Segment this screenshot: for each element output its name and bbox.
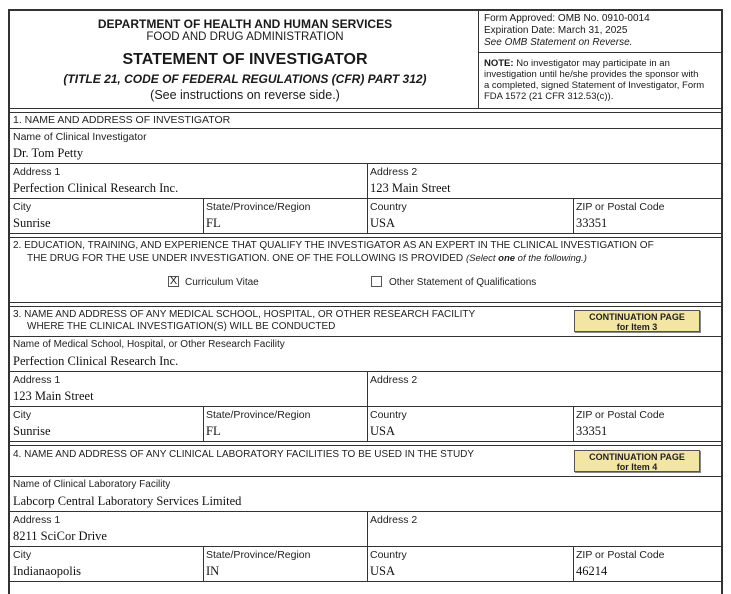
facility-zip-field[interactable]: 33351 [576,424,608,438]
divider [10,406,721,407]
divider [573,406,574,441]
country-label: Country [370,201,407,213]
lab-address2-label: Address 2 [370,514,418,526]
facility-city-label: City [13,409,32,421]
continuation-label: CONTINUATION PAGE [589,452,685,462]
note-block [484,58,720,102]
select-hint-c: of the following.) [515,253,587,264]
zip-label: ZIP or Postal Code [576,201,665,213]
divider [10,581,721,582]
address2-field[interactable]: 123 Main Street [370,181,451,195]
lab-state-label: State/Province/Region [206,549,311,561]
double-divider [10,302,721,307]
divider [573,546,574,581]
lab-state-field[interactable]: IN [206,564,220,578]
omb-info [484,13,650,49]
facility-address2-field[interactable] [370,389,710,404]
facility-state-label: State/Province/Region [206,409,311,421]
address1-field[interactable]: Perfection Clinical Research Inc. [13,181,179,195]
divider [10,163,721,164]
divider [203,198,204,233]
facility-country-field[interactable]: USA [370,424,396,438]
lab-name-label: Name of Clinical Laboratory Facility [13,479,171,490]
lab-country-label: Country [370,549,407,561]
divider [10,371,721,372]
note-text-2: investigation until he/she provides the sponsor with [484,69,699,80]
omb-number: Form Approved: OMB No. 0910-0014 [484,13,650,24]
note-label: NOTE: [484,58,514,69]
lab-country-field[interactable]: USA [370,564,396,578]
facility-city-field[interactable]: Sunrise [13,424,51,438]
lab-city-field[interactable]: Indianaopolis [13,564,82,578]
other-qualifications-checkbox[interactable] [371,276,382,287]
facility-name-field[interactable]: Perfection Clinical Research Inc. [13,354,179,368]
section-1-title: 1. NAME AND ADDRESS OF INVESTIGATOR [13,114,231,126]
state-field[interactable]: FL [206,216,221,230]
note-text-3: a completed, signed Statement of Investigator, Form [484,80,705,91]
city-field[interactable]: Sunrise [13,216,51,230]
section-3-subtitle: WHERE THE CLINICAL INVESTIGATION(S) WILL BE CONDUCTED [27,321,336,332]
continuation-label: CONTINUATION PAGE [589,312,685,322]
curriculum-vitae-checkbox[interactable]: X [169,275,178,287]
double-divider [10,233,721,238]
lab-name-field[interactable]: Labcorp Central Laboratory Services Limited [13,494,242,508]
facility-zip-label: ZIP or Postal Code [576,409,665,421]
address2-label: Address 2 [370,166,418,178]
section-3-title: 3. NAME AND ADDRESS OF ANY MEDICAL SCHOOL, HOSPITAL, OR OTHER RESEARCH FACILITY [13,309,476,320]
form-instructions: (See instructions on reverse side.) [150,88,340,102]
lab-zip-label: ZIP or Postal Code [576,549,665,561]
note-text-4: FDA 1572 (21 CFR 312.53(c)). [484,91,614,102]
lab-zip-field[interactable]: 46214 [576,564,608,578]
omb-divider [479,52,721,53]
section-2-title: 2. EDUCATION, TRAINING, AND EXPERIENCE THAT QUALIFY THE INVESTIGATOR AS AN EXPERT IN THE CLINICAL INVESTIGATION OF [13,240,654,251]
divider [10,546,721,547]
section-4-title: 4. NAME AND ADDRESS OF ANY CLINICAL LABORATORY FACILITIES TO BE USED IN THE STUDY [13,449,475,460]
lab-address1-label: Address 1 [13,514,61,526]
city-label: City [13,201,32,213]
form-fda-1572 [8,9,723,594]
investigator-name-label: Name of Clinical Investigator [13,131,147,143]
form-title: STATEMENT OF INVESTIGATOR [122,51,368,68]
curriculum-vitae-label: Curriculum Vitae [185,277,259,288]
continuation-item: for Item 3 [616,322,658,332]
divider [10,336,721,337]
divider [10,128,721,129]
divider [203,406,204,441]
omb-statement: See OMB Statement on Reverse. [484,37,633,48]
investigator-name-field[interactable]: Dr. Tom Petty [13,146,84,160]
divider [10,476,721,477]
header-divider [478,11,479,108]
divider [10,511,721,512]
select-hint-a: (Select [465,253,499,264]
facility-name-label: Name of Medical School, Hospital, or Other Research Facility [13,339,285,350]
continuation-page-item-4-button[interactable] [574,450,700,472]
zip-field[interactable]: 33351 [576,216,608,230]
facility-address2-label: Address 2 [370,374,418,386]
double-divider [10,108,721,113]
section-2-subtitle [27,253,587,264]
facility-country-label: Country [370,409,407,421]
double-divider [10,441,721,446]
note-text-1: No investigator may participate in an [513,58,670,69]
agency-name: FOOD AND DRUG ADMINISTRATION [146,31,344,43]
lab-city-label: City [13,549,32,561]
other-qualifications-label: Other Statement of Qualifications [389,277,537,288]
department-name: DEPARTMENT OF HEALTH AND HUMAN SERVICES [97,17,393,31]
lab-address2-field[interactable] [370,529,710,544]
form-subtitle: (TITLE 21, CODE OF FEDERAL REGULATIONS (CFR) PART 312) [63,72,427,86]
lab-address1-field[interactable]: 8211 SciCor Drive [13,529,107,543]
divider [203,546,204,581]
country-field[interactable]: USA [370,216,396,230]
facility-address1-field[interactable]: 123 Main Street [13,389,94,403]
select-hint-b: one [498,253,516,264]
continuation-page-item-3-button[interactable] [574,310,700,332]
state-label: State/Province/Region [206,201,311,213]
section-2-line2: THE DRUG FOR THE USE UNDER INVESTIGATION. ONE OF THE FOLLOWING IS PROVIDED [27,253,466,264]
expiration-date: Expiration Date: March 31, 2025 [484,25,628,36]
divider [573,198,574,233]
divider [10,198,721,199]
continuation-item: for Item 4 [616,462,658,472]
facility-address1-label: Address 1 [13,374,61,386]
address1-label: Address 1 [13,166,61,178]
facility-state-field[interactable]: FL [206,424,221,438]
